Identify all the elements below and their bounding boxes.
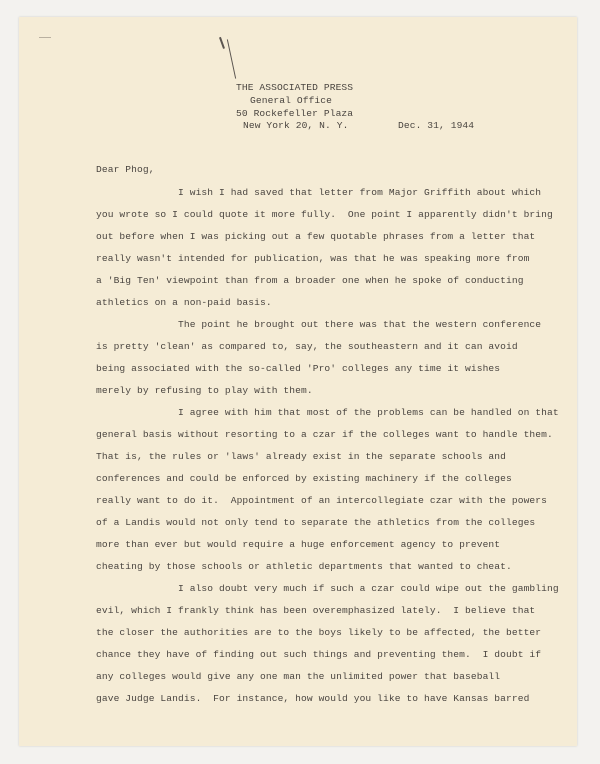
pencil-mark — [219, 37, 225, 49]
pencil-mark — [39, 37, 51, 38]
body-line: being associated with the so-called 'Pro' colleges any time it wishes — [96, 363, 501, 374]
body-line: general basis without resorting to a czar if the colleges want to handle them. — [96, 429, 553, 440]
letterhead-org: THE ASSOCIATED PRESS — [236, 82, 354, 93]
body-line: chance they have of finding out such things and preventing them. I doubt if — [96, 649, 542, 660]
body-line: merely by refusing to play with them. — [96, 385, 313, 396]
body-line: is pretty 'clean' as compared to, say, the southeastern and it can avoid — [96, 341, 518, 352]
body-line: really wasn't intended for publication, was that he was speaking more from — [96, 253, 530, 264]
body-line: the closer the authorities are to the boys likely to be affected, the better — [96, 627, 542, 638]
salutation: Dear Phog, — [96, 164, 155, 175]
letterhead-office: General Office — [250, 95, 333, 106]
body-line: I agree with him that most of the problems can be handled on that — [178, 407, 559, 418]
letterhead-city: New York 20, N. Y. — [243, 120, 349, 131]
body-line: I also doubt very much if such a czar could wipe out the gambling — [178, 583, 559, 594]
body-line: conferences and could be enforced by existing machinery if the colleges — [96, 473, 512, 484]
body-line: out before when I was picking out a few quotable phrases from a letter that — [96, 231, 536, 242]
body-line: The point he brought out there was that the western conference — [178, 319, 542, 330]
body-line: That is, the rules or 'laws' already exist in the separate schools and — [96, 451, 507, 462]
body-line: any colleges would give any one man the unlimited power that baseball — [96, 671, 501, 682]
body-line: really want to do it. Appointment of an intercollegiate czar with the powers — [96, 495, 548, 506]
body-line: more than ever but would require a huge enforcement agency to prevent — [96, 539, 501, 550]
body-line: evil, which I frankly think has been overemphasized lately. I believe that — [96, 605, 536, 616]
body-line: I wish I had saved that letter from Major Griffith about which — [178, 187, 542, 198]
letter-date: Dec. 31, 1944 — [398, 120, 475, 131]
letterhead-address: 50 Rockefeller Plaza — [236, 108, 354, 119]
body-line: cheating by those schools or athletic departments that wanted to cheat. — [96, 561, 512, 572]
body-line: you wrote so I could quote it more fully. One point I apparently didn't bring — [96, 209, 553, 220]
body-line: gave Judge Landis. For instance, how would you like to have Kansas barred — [96, 693, 530, 704]
body-line: athletics on a non-paid basis. — [96, 297, 272, 308]
body-line: a 'Big Ten' viewpoint than from a broader one when he spoke of conducting — [96, 275, 524, 286]
body-line: of a Landis would not only tend to separate the athletics from the colleges — [96, 517, 536, 528]
pencil-mark — [227, 39, 236, 78]
